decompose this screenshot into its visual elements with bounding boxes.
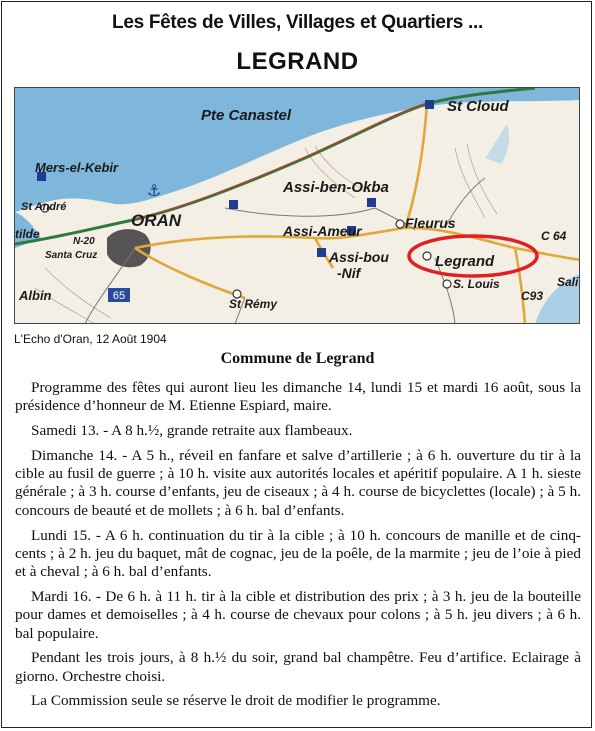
label-assibounif1: Assi-bou	[329, 249, 389, 265]
marker-assibounif	[317, 248, 326, 257]
paragraph-dimanche: Dimanche 14. - A 5 h., réveil en fanfare et salve d’artillerie ; à 6 h. ouverture du tir à la cible au fusil de guerre ; à 10 h. visite aux autorités locales et apéritif populaire. A 1 h. sieste générale ; à 3 h. course d’enfants, jeu de ciseaux ; à 4 h. course de bicyclettes (locale) ; à 5 h. concours de beauté et de mollets ; à 6 h. bal d’enfants.	[15, 446, 581, 519]
label-assibounif2: -Nif	[337, 265, 361, 281]
city-oran	[107, 229, 151, 267]
marker-assibenokba	[229, 200, 238, 209]
label-santacruz: Santa Cruz	[45, 250, 98, 261]
paragraph-lundi: Lundi 15. - A 6 h. continuation du tir à la cible ; à 10 h. concours de manille et de cinq-cents ; à 2 h. jeu du baquet, mât de cognac, jeu de la poêle, de la marmite ; jeu de l’oie à pied et à cheval ; à 6 h. bal d’enfants.	[15, 526, 581, 581]
label-stremy: St Rémy	[229, 297, 278, 311]
marker-fleurus	[396, 220, 404, 228]
label-oran: ORAN	[131, 211, 182, 230]
section-title: Commune de Legrand	[220, 350, 375, 367]
road-number-65: 65	[112, 290, 126, 302]
label-stlouis: S. Louis	[453, 277, 500, 291]
label-assibenokba: Assi-ben-Okba	[283, 179, 389, 196]
label-c64: C 64	[541, 229, 567, 243]
marker-legrand	[423, 252, 431, 260]
paragraph-mardi: Mardi 16. - De 6 h. à 11 h. tir à la cible et distribution des prix ; à 3 h. jeu de la bouteille pour dames et demoiselles ; à 4 h. course de chevaux pour colons ; à 5 h. jeu divers ; à 6 h. bal populaire.	[15, 587, 581, 642]
label-sali: Sali	[557, 275, 579, 289]
marker-jct1	[367, 198, 376, 207]
label-legrand: Legrand	[435, 253, 495, 270]
paragraph-pendant: Pendant les trois jours, à 8 h.½ du soir, grand bal champêtre. Feu d’artifice. Eclairage à giorno. Orchestre choisi.	[15, 649, 581, 685]
map-drawing	[15, 88, 580, 324]
marker-stlouis	[443, 280, 451, 288]
label-tilde: tilde	[15, 227, 40, 241]
paragraph-commission: La Commission seule se réserve le droit de modifier le programme.	[31, 692, 441, 710]
map-image	[14, 87, 580, 324]
label-fleurus: Fleurus	[405, 215, 456, 231]
article-body	[15, 379, 581, 717]
label-albin: Albin	[19, 288, 52, 303]
label-assiameur: Assi-Ameur	[283, 223, 362, 239]
paragraph-intro: Programme des fêtes qui auront lieu les dimanche 14, lundi 15 et mardi 16 août, sous la présidence d’honneur de M. Etienne Espiard, maire.	[15, 379, 581, 415]
page-title: LEGRAND	[236, 48, 359, 75]
village-markers	[41, 204, 451, 298]
marker-stcloud	[425, 100, 434, 109]
map-caption: L'Echo d'Oran, 12 Août 1904	[14, 332, 167, 346]
label-mers: Mers-el-Kebir	[35, 160, 119, 175]
anchor-icon: ⚓	[147, 181, 162, 200]
label-n20: N-20	[73, 236, 95, 247]
paragraph-samedi: Samedi 13. - A 8 h.½, grande retraite aux flambeaux.	[31, 422, 353, 440]
label-standre: St André	[21, 201, 67, 213]
label-c93: C93	[521, 289, 544, 303]
series-title: Les Fêtes de Villes, Villages et Quartiers ...	[112, 12, 483, 33]
label-stcloud: St Cloud	[447, 98, 509, 115]
label-canastel: Pte Canastel	[201, 107, 292, 124]
road-badge-65	[108, 288, 130, 302]
lake-top	[485, 124, 509, 164]
